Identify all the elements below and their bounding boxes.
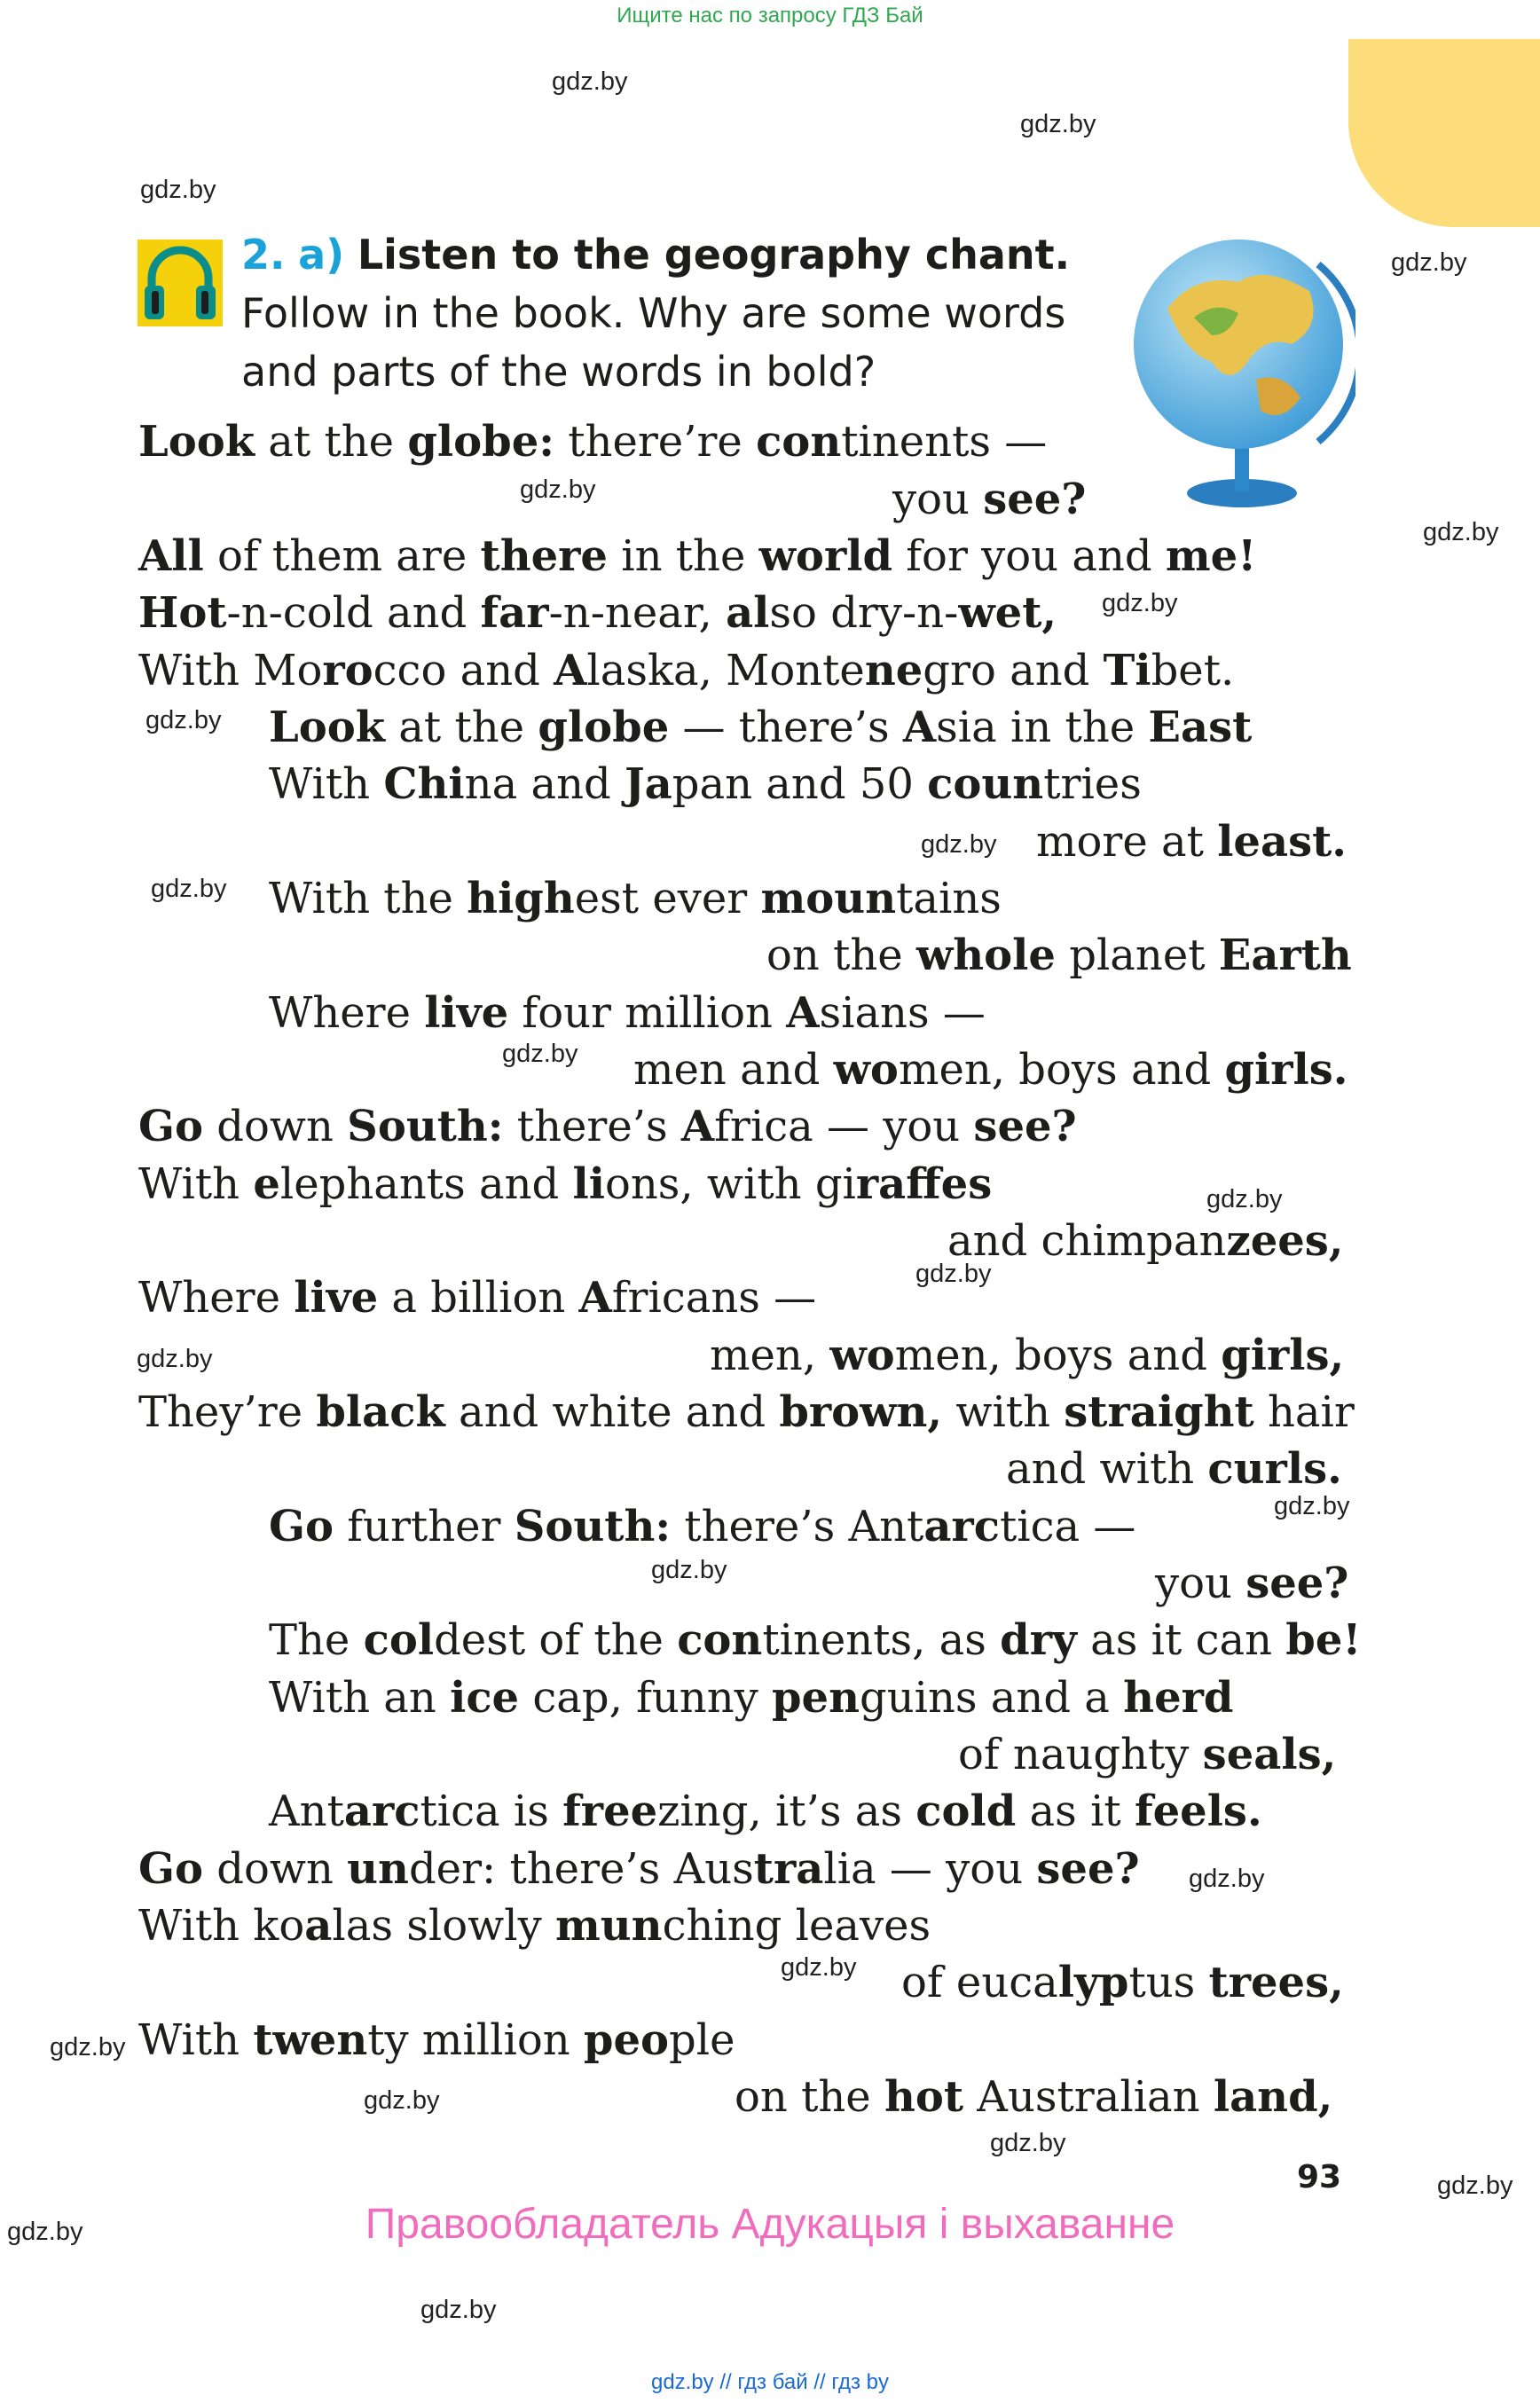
bold-segment: see? <box>1245 1559 1349 1608</box>
text-segment: They’re <box>138 1387 317 1437</box>
text-segment: and chimpan <box>947 1216 1227 1266</box>
text-segment: ching leaves <box>662 1901 931 1951</box>
chant-line <box>138 1159 992 1209</box>
bold-segment: mun <box>554 1901 663 1951</box>
bold-segment: Look <box>138 417 255 467</box>
text-segment: there’re <box>554 417 757 467</box>
text-segment: With an <box>269 1673 451 1723</box>
text-segment: Where <box>269 988 425 1038</box>
watermark: gdz.by <box>1423 518 1499 546</box>
bold-segment: con <box>677 1615 763 1665</box>
chant-line <box>138 1844 1140 1894</box>
chant-line <box>138 1387 1355 1437</box>
chant-line <box>947 1216 1344 1266</box>
chant-line <box>138 1273 816 1323</box>
text-segment: men, <box>710 1331 830 1380</box>
bold-segment: globe: <box>407 417 554 467</box>
text-segment: ty million <box>367 2015 584 2065</box>
watermark: gdz.by <box>921 830 997 859</box>
bold-segment: zees, <box>1226 1216 1344 1266</box>
bold-segment: South: <box>514 1502 672 1551</box>
text-segment: in the <box>607 531 759 581</box>
text-segment: men and <box>633 1045 834 1095</box>
watermark: gdz.by <box>990 2129 1066 2157</box>
text-segment: With <box>138 1159 254 1209</box>
watermark: gdz.by <box>364 2086 440 2115</box>
chant-line <box>1155 1559 1348 1608</box>
text-segment: der: there’s Aus <box>408 1844 754 1894</box>
watermark: gdz.by <box>137 1345 213 1373</box>
text-segment: -n-near, <box>548 588 727 638</box>
chant-line <box>138 588 1057 638</box>
text-segment: With Mo <box>138 646 323 695</box>
bold-segment: al <box>726 588 770 638</box>
chant-line <box>269 703 1252 752</box>
chant-line <box>901 1958 1344 2007</box>
bold-segment: Hot <box>138 588 227 638</box>
text-segment: hair <box>1253 1387 1355 1437</box>
text-segment: further <box>334 1502 515 1551</box>
bold-segment: raffes <box>855 1159 993 1209</box>
bold-segment: cold <box>915 1787 1017 1836</box>
bold-segment: see? <box>1036 1844 1140 1894</box>
bold-segment: Ti <box>1103 646 1151 695</box>
text-segment: with <box>942 1387 1065 1437</box>
instruction-line: Follow in the book. Why are some words <box>241 289 1066 337</box>
text-segment: bet. <box>1151 646 1235 695</box>
text-segment: — there’s <box>669 703 903 752</box>
chant-line <box>1036 817 1347 867</box>
text-segment: at the <box>385 703 538 752</box>
bold-segment: tra <box>753 1844 824 1894</box>
text-segment: on the <box>766 931 916 980</box>
bold-segment: live <box>294 1273 379 1323</box>
top-banner-note: Ищите нас по запросу ГДЗ Бай <box>617 4 923 27</box>
bold-segment: arc <box>923 1502 1000 1551</box>
bold-segment: peo <box>583 2015 670 2065</box>
bold-segment: ro <box>322 646 373 695</box>
bold-segment: wo <box>833 1045 899 1095</box>
bold-segment: e <box>253 1159 280 1209</box>
bold-segment: wo <box>829 1331 895 1380</box>
watermark: gdz.by <box>502 1040 578 1068</box>
bold-segment: East <box>1148 703 1253 752</box>
bold-segment: South: <box>347 1102 504 1151</box>
bold-segment: pen <box>771 1673 860 1723</box>
bold-segment: be! <box>1285 1615 1362 1665</box>
chant-line <box>958 1730 1336 1779</box>
watermark: gdz.by <box>1274 1492 1350 1520</box>
bold-segment: coun <box>927 759 1044 809</box>
bold-segment: herd <box>1123 1673 1234 1723</box>
chant-line <box>138 1901 931 1951</box>
text-segment: so dry-n- <box>769 588 959 638</box>
text-segment: -n-cold and <box>226 588 481 638</box>
text-segment: four million <box>508 988 787 1038</box>
text-segment: ons, with gi <box>604 1159 856 1209</box>
bold-segment: see? <box>973 1102 1077 1151</box>
bold-segment: see? <box>983 475 1087 524</box>
chant-line <box>138 646 1234 695</box>
text-segment: for you and <box>892 531 1166 581</box>
chant-line <box>269 1787 1262 1836</box>
bold-segment: twen <box>253 2015 368 2065</box>
text-segment: tica — <box>999 1502 1136 1551</box>
globe-illustration <box>1132 211 1355 513</box>
text-segment: With the <box>269 874 468 923</box>
text-segment: frica — you <box>714 1102 974 1151</box>
chant-line <box>138 2015 735 2065</box>
chant-line <box>138 1102 1077 1151</box>
text-segment: there’s <box>503 1102 681 1151</box>
text-segment: a billion <box>378 1273 579 1323</box>
text-segment: down <box>203 1844 348 1894</box>
text-segment: of them are <box>203 531 481 581</box>
chant-line <box>269 1673 1233 1723</box>
bold-segment: high <box>467 874 575 923</box>
bottom-note: gdz.by // гдз бай // гдз by <box>650 2370 890 2394</box>
chant-line <box>1006 1444 1342 1494</box>
bold-segment: arc <box>343 1787 420 1836</box>
bold-segment: li <box>572 1159 605 1209</box>
bold-segment: moun <box>760 874 897 923</box>
bold-segment: dry <box>1000 1615 1077 1665</box>
bold-segment: col <box>363 1615 435 1665</box>
page-corner-tab <box>1348 39 1540 227</box>
text-segment: tinents — <box>841 417 1048 467</box>
bold-segment: trees, <box>1208 1958 1344 2007</box>
bold-segment: a <box>304 1901 333 1951</box>
bold-segment: black <box>316 1387 445 1437</box>
chant-line <box>710 1331 1344 1380</box>
text-segment: Where <box>138 1273 295 1323</box>
watermark: gdz.by <box>1189 1865 1265 1893</box>
text-segment: tica is <box>420 1787 563 1836</box>
text-segment: zing, it’s as <box>657 1787 916 1836</box>
chant-line <box>892 475 1086 524</box>
chant-line <box>269 988 986 1038</box>
bold-segment: globe <box>538 703 670 752</box>
bold-segment: girls, <box>1221 1331 1345 1380</box>
text-segment: of euca <box>901 1958 1058 2007</box>
watermark: gdz.by <box>1020 110 1096 138</box>
bold-segment: Earth <box>1218 931 1352 980</box>
text-segment: guins and a <box>859 1673 1124 1723</box>
text-segment: lephants and <box>279 1159 573 1209</box>
watermark: gdz.by <box>50 2033 126 2061</box>
bold-segment: far <box>480 588 549 638</box>
text-segment: sia in the <box>936 703 1149 752</box>
text-segment: tus <box>1128 1958 1209 2007</box>
bold-segment: brown, <box>779 1387 943 1437</box>
bold-segment: whole <box>915 931 1056 980</box>
bold-segment: least. <box>1217 817 1347 867</box>
task-heading <box>241 231 1070 279</box>
text-segment: With <box>138 2015 254 2065</box>
text-segment: tries <box>1043 759 1142 809</box>
bold-segment: A <box>554 646 587 695</box>
bold-segment: ice <box>450 1673 520 1723</box>
copyright-owner: Правообладатель Адукацыя і выхаванне <box>365 2201 1175 2248</box>
bold-segment: A <box>902 703 937 752</box>
bold-segment: lyp <box>1057 1958 1129 2007</box>
bold-segment: girls. <box>1224 1045 1348 1095</box>
bold-segment: free <box>562 1787 658 1836</box>
text-segment: pan and 50 <box>672 759 928 809</box>
chant-line <box>269 1502 1135 1551</box>
bold-segment: me! <box>1165 531 1257 581</box>
watermark: gdz.by <box>915 1260 992 1288</box>
text-segment: there’s Ant <box>671 1502 924 1551</box>
bold-segment: there <box>480 531 608 581</box>
bold-segment: Go <box>138 1844 204 1894</box>
text-segment: The <box>269 1615 364 1665</box>
watermark: gdz.by <box>140 176 216 204</box>
text-segment: cap, funny <box>519 1673 772 1723</box>
text-segment: na and <box>464 759 625 809</box>
watermark: gdz.by <box>145 706 222 734</box>
instruction-line: and parts of the words in bold? <box>241 348 876 396</box>
bold-segment: world <box>758 531 893 581</box>
bold-segment: Ja <box>624 759 672 809</box>
bold-segment: All <box>138 531 204 581</box>
watermark: gdz.by <box>151 875 227 903</box>
watermark: gdz.by <box>7 2218 83 2246</box>
text-segment: more at <box>1036 817 1218 867</box>
chant-line <box>735 2072 1332 2122</box>
text-segment: down <box>203 1102 348 1151</box>
watermark: gdz.by <box>520 475 596 504</box>
chant-line <box>138 417 1047 467</box>
bold-segment: A <box>578 1273 612 1323</box>
text-segment: ple <box>669 2015 735 2065</box>
text-segment: you <box>892 475 984 524</box>
text-segment: cco and <box>373 646 554 695</box>
watermark: gdz.by <box>1391 248 1467 277</box>
text-segment: of naughty <box>958 1730 1203 1779</box>
watermark: gdz.by <box>1206 1185 1283 1213</box>
watermark: gdz.by <box>420 2296 497 2324</box>
text-segment: on the <box>735 2072 884 2122</box>
bold-segment: un <box>347 1844 409 1894</box>
bold-segment: A <box>786 988 820 1038</box>
bold-segment: curls. <box>1207 1444 1342 1494</box>
text-segment: With <box>269 759 384 809</box>
text-segment: as it <box>1016 1787 1135 1836</box>
chant-line <box>766 931 1352 980</box>
text-segment: laska, Monte <box>586 646 865 695</box>
text-segment: as it can <box>1076 1615 1286 1665</box>
text-segment: and with <box>1006 1444 1208 1494</box>
watermark: gdz.by <box>651 1556 727 1584</box>
text-segment: men, boys and <box>898 1045 1225 1095</box>
bold-segment: Chi <box>383 759 465 809</box>
chant-line <box>269 759 1142 809</box>
text-segment: Australian <box>963 2072 1214 2122</box>
watermark: gdz.by <box>552 67 628 96</box>
text-segment: est ever <box>574 874 761 923</box>
text-segment: With ko <box>138 1901 305 1951</box>
chant-line <box>633 1045 1348 1095</box>
headphones-icon <box>138 240 223 326</box>
bold-segment: land, <box>1213 2072 1333 2122</box>
bold-segment: Go <box>269 1502 334 1551</box>
watermark: gdz.by <box>1437 2171 1513 2200</box>
chant-line <box>269 1615 1361 1665</box>
text-segment: you <box>1155 1559 1246 1608</box>
text-segment: planet <box>1055 931 1219 980</box>
watermark: gdz.by <box>781 1953 857 1982</box>
exercise-number: 2. <box>241 231 286 279</box>
text-segment: men, boys and <box>894 1331 1222 1380</box>
bold-segment: A <box>680 1102 715 1151</box>
exercise-part: a) <box>298 231 345 279</box>
text-segment: sians — <box>819 988 986 1038</box>
bold-segment: Go <box>138 1102 204 1151</box>
bold-segment: hot <box>884 2072 964 2122</box>
bold-segment: feels. <box>1134 1787 1262 1836</box>
bold-segment: wet, <box>958 588 1057 638</box>
page-number: 93 <box>1297 2159 1342 2195</box>
bold-segment: con <box>756 417 842 467</box>
text-segment: at the <box>255 417 408 467</box>
chant-line <box>138 531 1256 581</box>
text-segment: dest of the <box>434 1615 678 1665</box>
bold-segment: straight <box>1064 1387 1254 1437</box>
bold-segment: live <box>424 988 509 1038</box>
text-segment: gro and <box>923 646 1104 695</box>
text-segment: and white and <box>444 1387 780 1437</box>
bold-segment: Look <box>269 703 386 752</box>
chant-line <box>269 874 1002 923</box>
text-segment: fricans — <box>611 1273 817 1323</box>
text-segment: Ant <box>269 1787 344 1836</box>
text-segment: tains <box>896 874 1002 923</box>
instruction-line: Listen to the geography chant. <box>357 231 1071 279</box>
text-segment: las slowly <box>332 1901 555 1951</box>
watermark: gdz.by <box>1102 589 1178 617</box>
text-segment: tinents, as <box>762 1615 1001 1665</box>
text-segment: lia — you <box>823 1844 1037 1894</box>
bold-segment: ne <box>864 646 923 695</box>
bold-segment: seals, <box>1202 1730 1337 1779</box>
